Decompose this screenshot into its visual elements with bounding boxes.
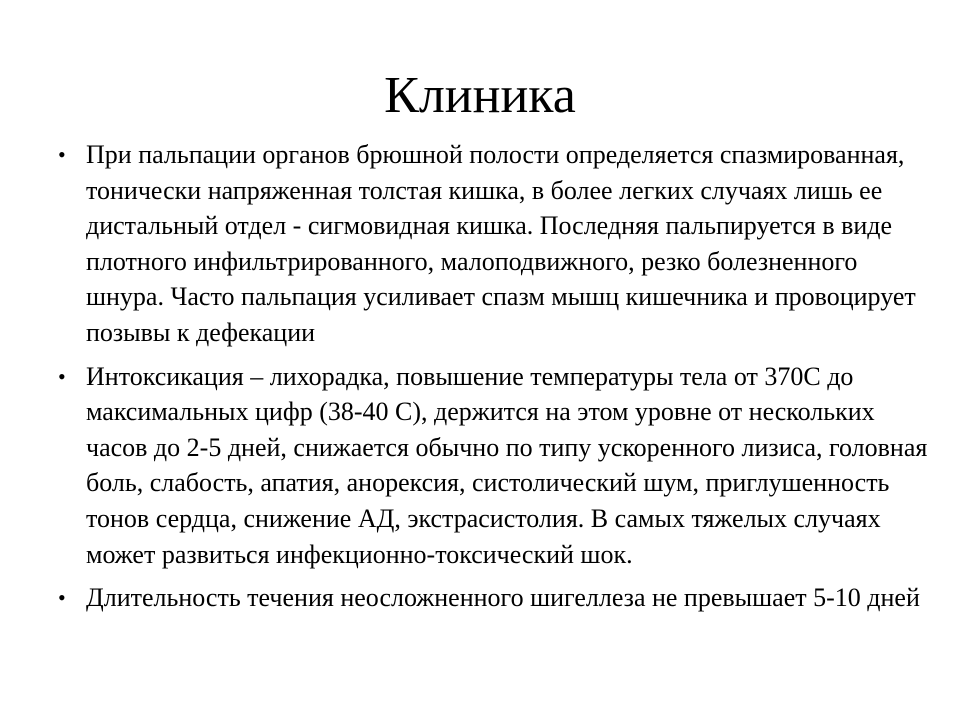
bullet-icon: • — [58, 363, 66, 389]
bullet-item-duration — [56, 580, 936, 616]
bullet-text: Длительность течения неосложненного шигеллеза не превышает 5-10 дней — [86, 583, 920, 613]
bullet-icon: • — [58, 142, 66, 167]
bullet-text: При пальпации органов брюшной полости определяется спазмированная, тонически напряженная толстая кишка, в более легких случаях лишь ее дистальный отдел - сигмовидная кишка. Последняя пальпируется в виде плотного инфильтрированного, малоподвижного, резко болезненного шнура. Часто пальпация усиливает спазм мышц кишечника и провоцирует позывы к дефекации — [86, 140, 916, 347]
slide-title: Клиника — [384, 67, 576, 124]
bullet-item-intoxication — [56, 359, 936, 573]
bullet-text: Интоксикация – лихорадка, повышение температуры тела от 370С до максимальных цифр (38-40 С), держится на этом уровне от нескольких часов до 2-5 дней, снижается обычно по типу ускоренного лизиса, головная боль, слабость, апатия, анорексия, систолический шум, приглушенность тонов сердца, снижение АД, экстрасистолия. В самых тяжелых случаях может развиться инфекционно-токсический шок. — [86, 361, 928, 569]
bullet-item-palpation — [56, 137, 936, 351]
bullet-icon: • — [58, 585, 66, 611]
bullet-list — [56, 137, 936, 624]
